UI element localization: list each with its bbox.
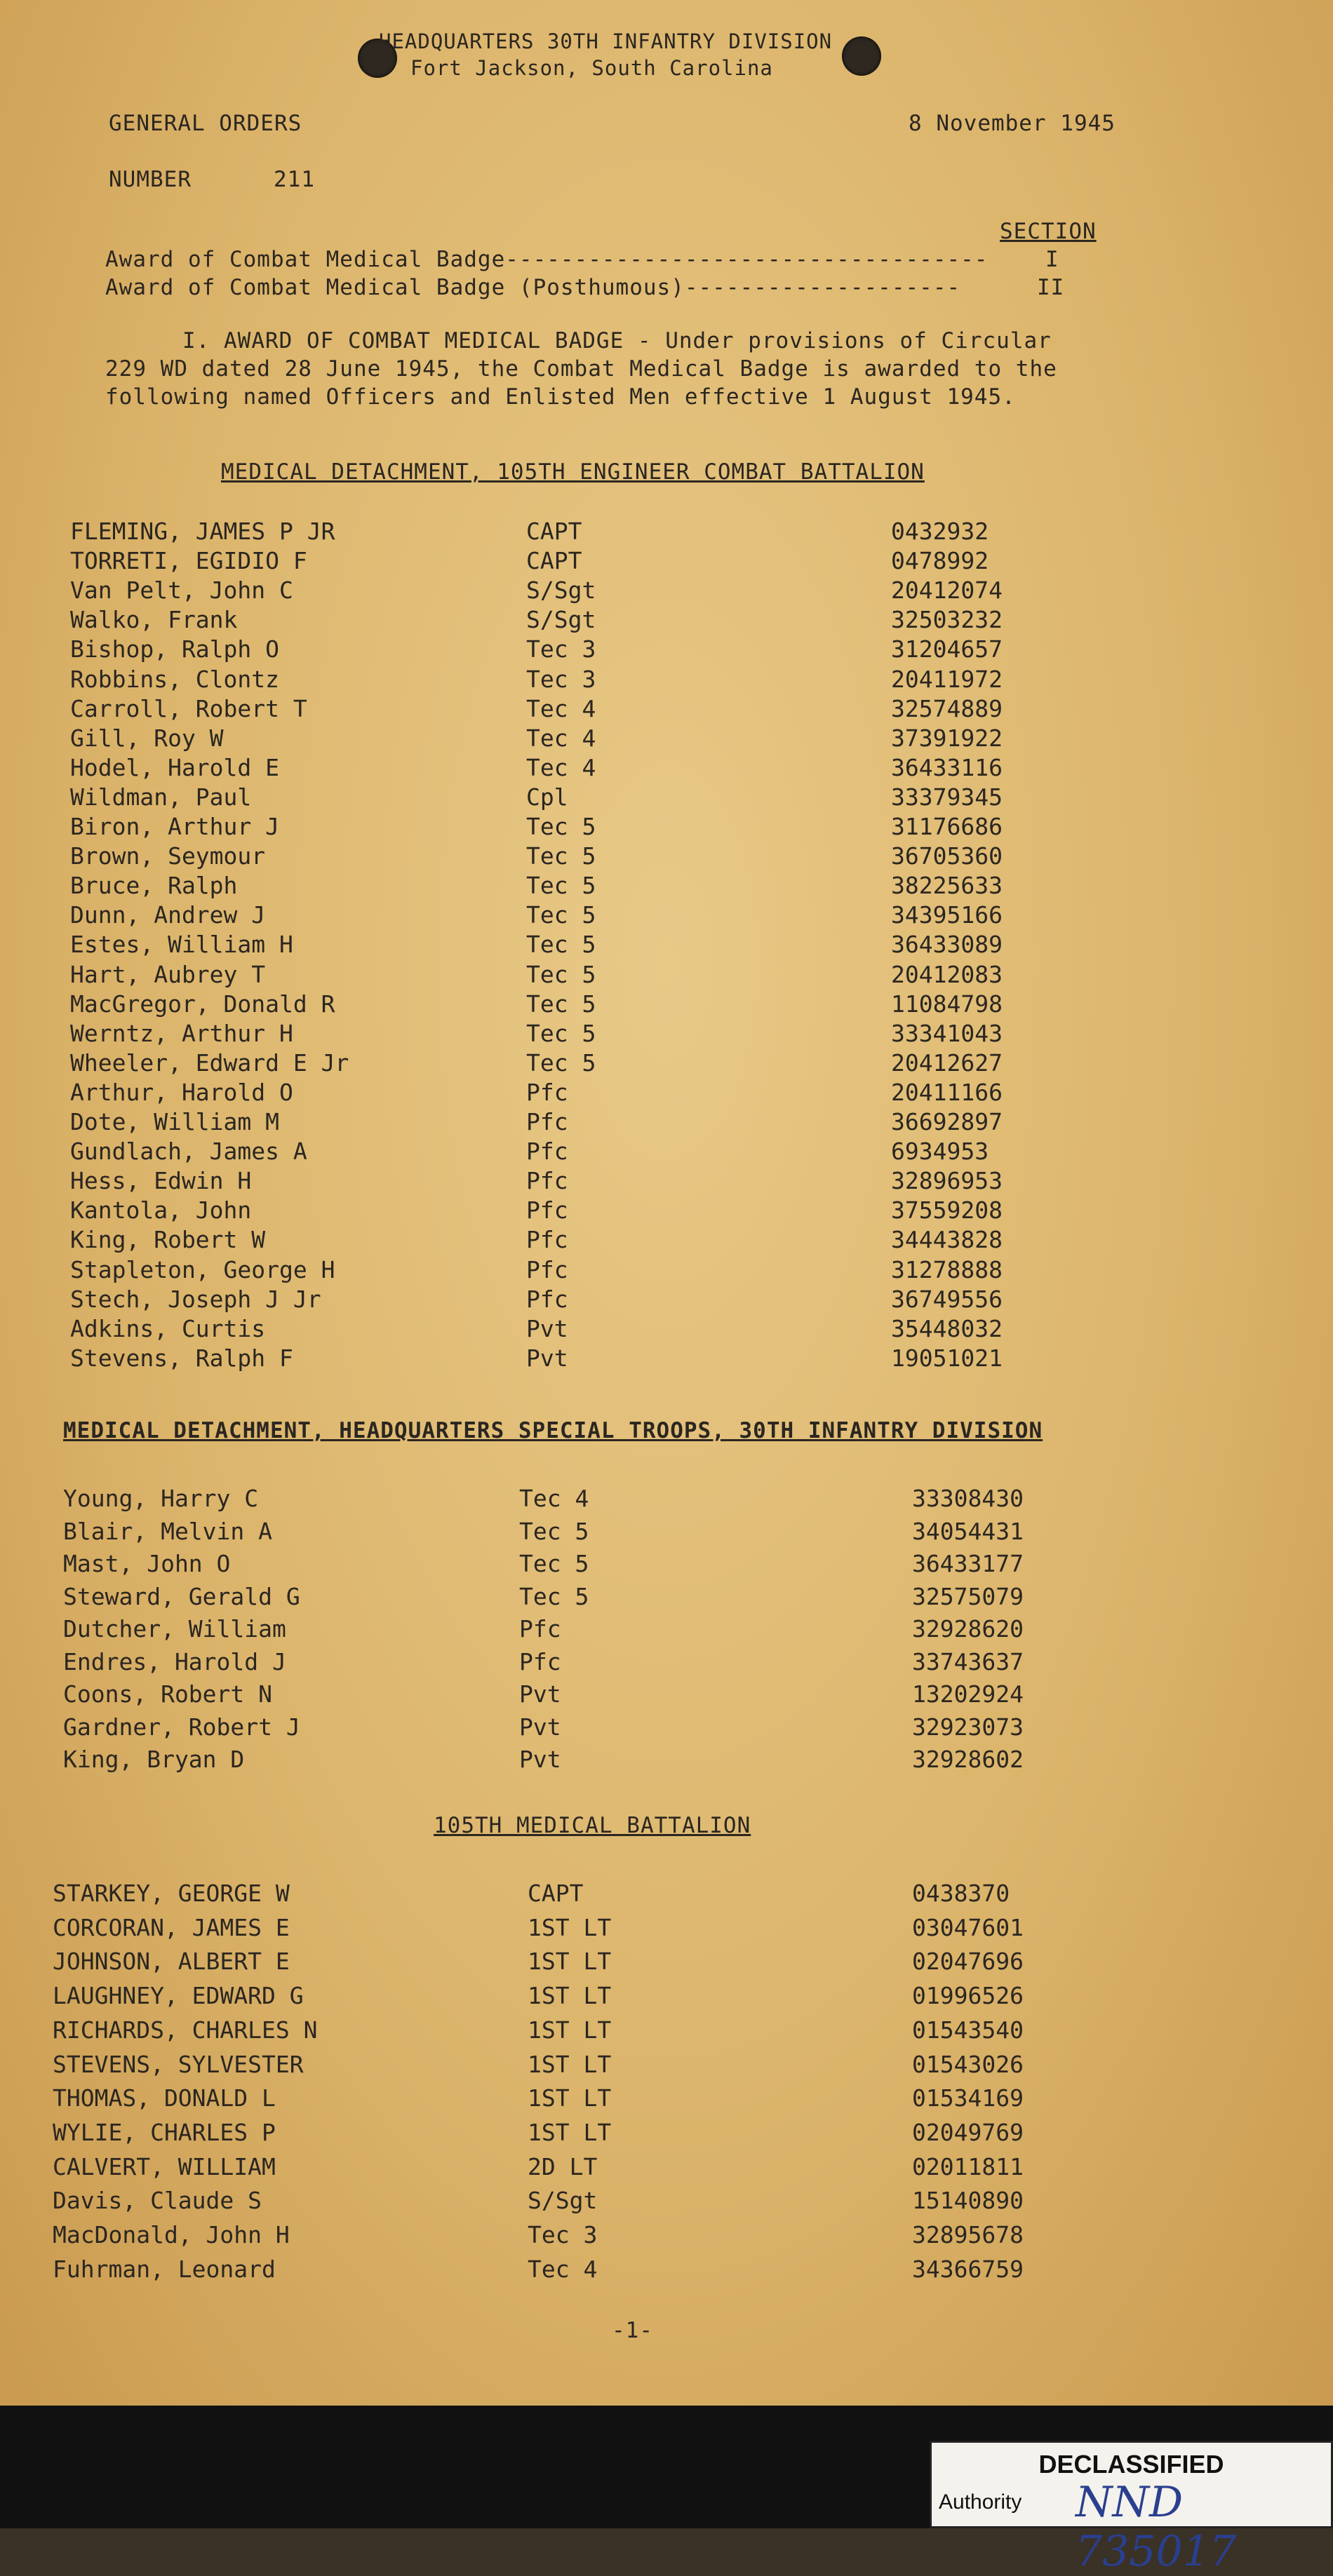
roster-row [0, 547, 1333, 576]
roster-serial-number: 15140890 [912, 2187, 1024, 2215]
roster-name: JOHNSON, ALBERT E [53, 1948, 290, 1976]
roster-serial-number: 33379345 [891, 783, 1003, 811]
roster-name: Stech, Joseph J Jr [70, 1285, 321, 1313]
stamp-authority-label: Authority [939, 2490, 1022, 2514]
roster-row [0, 1583, 1333, 1612]
roster-serial-number: 32575079 [912, 1582, 1024, 1610]
roster-serial-number: 34366759 [912, 2255, 1024, 2283]
roster-serial-number: 20412083 [891, 960, 1003, 988]
roster-serial-number: 38225633 [891, 872, 1003, 900]
roster-name: Coons, Robert N [63, 1680, 273, 1708]
roster-row [0, 518, 1333, 547]
roster-rank: Tec 5 [526, 901, 596, 929]
roster-row [0, 783, 1333, 813]
roster-serial-number: 20411166 [891, 1078, 1003, 1106]
section-item-label: Award of Combat Medical Badge----------------------------------- [105, 247, 989, 272]
roster-rank: CAPT [528, 1880, 584, 1907]
roster-name: Bishop, Ralph O [70, 635, 280, 663]
roster-rank: Pfc [526, 1226, 568, 1254]
roster-row [0, 872, 1333, 901]
roster-serial-number: 19051021 [891, 1344, 1003, 1372]
roster-name: Stevens, Ralph F [70, 1344, 293, 1372]
roster-rank: Tec 5 [526, 1048, 596, 1077]
roster-row [0, 2084, 1333, 2114]
page-number: -1- [612, 2318, 653, 2343]
roster-name: Wheeler, Edward E Jr [70, 1048, 349, 1077]
roster-rank: CAPT [526, 518, 582, 545]
roster-row [0, 813, 1333, 842]
roster-rank: Tec 5 [526, 990, 596, 1018]
roster-row [0, 1713, 1333, 1743]
roster-name: Dote, William M [70, 1108, 280, 1135]
roster-serial-number: 01996526 [912, 1982, 1024, 2010]
roster-serial-number: 02049769 [912, 2118, 1024, 2146]
roster-name: Van Pelt, John C [70, 576, 293, 605]
roster-row [0, 2221, 1333, 2251]
roster-rank: 1ST LT [528, 1982, 612, 2010]
roster-serial-number: 35448032 [891, 1314, 1003, 1342]
roster-row [0, 1256, 1333, 1286]
number-label: NUMBER [109, 167, 192, 192]
roster-row [0, 1079, 1333, 1108]
section-heading: SECTION [1000, 219, 1097, 244]
roster-name: WYLIE, CHARLES P [53, 2118, 276, 2146]
roster-row [0, 695, 1333, 724]
roster-serial-number: 37559208 [891, 1196, 1003, 1225]
roster-row [0, 2051, 1333, 2080]
roster-row [0, 2119, 1333, 2148]
roster-rank: Tec 5 [519, 1517, 589, 1545]
stamp-title: DECLASSIFIED [1038, 2450, 1224, 2479]
roster-name: Carroll, Robert T [70, 694, 307, 722]
roster-serial-number: 20412627 [891, 1048, 1003, 1077]
section-item-number: I [1045, 247, 1059, 272]
roster-serial-number: 36433116 [891, 753, 1003, 781]
roster-row [0, 961, 1333, 990]
roster-name: Werntz, Arthur H [70, 1019, 293, 1047]
roster-name: Brown, Seymour [70, 842, 266, 870]
roster-name: Young, Harry C [63, 1485, 259, 1512]
roster-serial-number: 0438370 [912, 1880, 1010, 1907]
roster-name: Hodel, Harold E [70, 753, 280, 781]
roster-serial-number: 34443828 [891, 1226, 1003, 1254]
roster-serial-number: 31278888 [891, 1255, 1003, 1283]
intro-line: following named Officers and Enlisted Men effective 1 August 1945. [105, 384, 1016, 410]
roster-row [0, 1914, 1333, 1943]
roster-rank: Tec 5 [526, 931, 596, 959]
roster-rank: 1ST LT [528, 2050, 612, 2078]
roster-serial-number: 32896953 [891, 1167, 1003, 1195]
roster-serial-number: 01543540 [912, 2016, 1024, 2044]
roster-row [0, 576, 1333, 606]
roster-row [0, 2016, 1333, 2046]
roster-name: RICHARDS, CHARLES N [53, 2016, 318, 2044]
roster-name: MacGregor, Donald R [70, 990, 335, 1018]
roster-name: Hess, Edwin H [70, 1167, 252, 1195]
roster-serial-number: 32923073 [912, 1713, 1024, 1741]
roster-name: Blair, Melvin A [63, 1517, 273, 1545]
roster-rank: Tec 4 [526, 724, 596, 752]
roster-serial-number: 32928602 [912, 1746, 1024, 1773]
roster-rank: Tec 3 [528, 2221, 598, 2248]
roster-rank: 1ST LT [528, 2084, 612, 2112]
roster-name: Kantola, John [70, 1196, 252, 1225]
roster-row [0, 1680, 1333, 1710]
roster-name: Mast, John O [63, 1550, 231, 1577]
roster-row [0, 1648, 1333, 1678]
order-date: 8 November 1945 [909, 111, 1116, 136]
roster-serial-number: 36692897 [891, 1108, 1003, 1135]
roster-serial-number: 20412074 [891, 576, 1003, 605]
roster-name: Walko, Frank [70, 606, 238, 634]
roster-rank: 1ST LT [528, 1913, 612, 1941]
roster-row [0, 842, 1333, 872]
roster-row [0, 901, 1333, 931]
roster-row [0, 1049, 1333, 1079]
intro-line: 229 WD dated 28 June 1945, the Combat Medical Badge is awarded to the [105, 356, 1057, 382]
roster-serial-number: 31176686 [891, 813, 1003, 840]
roster-serial-number: 36433089 [891, 931, 1003, 959]
roster-serial-number: 0478992 [891, 547, 989, 575]
roster-serial-number: 03047601 [912, 1913, 1024, 1941]
roster-rank: Pfc [526, 1108, 568, 1135]
unit-title: MEDICAL DETACHMENT, 105TH ENGINEER COMBAT BATTALION [221, 459, 925, 485]
roster-serial-number: 36749556 [891, 1285, 1003, 1313]
roster-rank: Pfc [526, 1255, 568, 1283]
roster-name: Davis, Claude S [53, 2187, 262, 2215]
roster-row [0, 1167, 1333, 1196]
roster-rank: Tec 5 [519, 1550, 589, 1577]
unit-title: MEDICAL DETACHMENT, HEADQUARTERS SPECIAL TROOPS, 30TH INFANTRY DIVISION [63, 1418, 1043, 1443]
roster-row [0, 1226, 1333, 1255]
roster-rank: Pvt [519, 1746, 561, 1773]
roster-row [0, 1344, 1333, 1374]
roster-row [0, 1615, 1333, 1645]
roster-row [0, 2255, 1333, 2285]
roster-row [0, 990, 1333, 1020]
roster-rank: Tec 5 [526, 960, 596, 988]
roster-name: Wildman, Paul [70, 783, 252, 811]
roster-serial-number: 01543026 [912, 2050, 1024, 2078]
roster-row [0, 2187, 1333, 2216]
roster-rank: Pvt [526, 1344, 568, 1372]
roster-rank: Tec 5 [526, 1019, 596, 1047]
roster-name: Bruce, Ralph [70, 872, 238, 900]
roster-rank: Cpl [526, 783, 568, 811]
roster-name: Steward, Gerald G [63, 1582, 300, 1610]
roster-name: Fuhrman, Leonard [53, 2255, 276, 2283]
roster-serial-number: 32928620 [912, 1615, 1024, 1643]
roster-row [0, 1138, 1333, 1167]
roster-row [0, 606, 1333, 635]
roster-name: MacDonald, John H [53, 2221, 290, 2248]
roster-name: THOMAS, DONALD L [53, 2084, 276, 2112]
roster-name: Biron, Arthur J [70, 813, 280, 840]
roster-rank: Tec 4 [526, 694, 596, 722]
roster-serial-number: 33743637 [912, 1647, 1024, 1675]
order-number: 211 [274, 167, 315, 192]
roster-rank: Pfc [526, 1138, 568, 1166]
general-orders-label: GENERAL ORDERS [109, 111, 302, 136]
roster-name: CALVERT, WILLIAM [53, 2152, 276, 2180]
roster-rank: CAPT [526, 547, 582, 575]
header-line1: HEADQUARTERS 30TH INFANTRY DIVISION [379, 29, 833, 53]
roster-serial-number: 0432932 [891, 518, 989, 545]
roster-name: LAUGHNEY, EDWARD G [53, 1982, 304, 2010]
roster-row [0, 724, 1333, 754]
roster-name: STEVENS, SYLVESTER [53, 2050, 304, 2078]
roster-name: Robbins, Clontz [70, 665, 280, 693]
roster-row [0, 1518, 1333, 1547]
stamp-authority-value: NND 735017 [1076, 2478, 1237, 2576]
roster-rank: S/Sgt [526, 576, 596, 605]
roster-rank: Tec 5 [519, 1582, 589, 1610]
roster-serial-number: 33341043 [891, 1019, 1003, 1047]
roster-rank: 1ST LT [528, 2016, 612, 2044]
roster-name: Gill, Roy W [70, 724, 224, 752]
roster-rank: 2D LT [528, 2152, 598, 2180]
roster-serial-number: 34395166 [891, 901, 1003, 929]
roster-rank: S/Sgt [528, 2187, 598, 2215]
roster-serial-number: 32503232 [891, 606, 1003, 634]
roster-serial-number: 31204657 [891, 635, 1003, 663]
roster-name: Dutcher, William [63, 1615, 286, 1643]
roster-serial-number: 02047696 [912, 1948, 1024, 1976]
section-item-number: II [1037, 275, 1065, 300]
roster-row [0, 1108, 1333, 1138]
roster-rank: Tec 3 [526, 665, 596, 693]
roster-row [0, 1550, 1333, 1579]
roster-row [0, 931, 1333, 960]
roster-name: Gardner, Robert J [63, 1713, 300, 1741]
roster-row [0, 1315, 1333, 1344]
roster-rank: Pvt [519, 1713, 561, 1741]
unit-title: 105TH MEDICAL BATTALION [434, 1813, 751, 1838]
roster-serial-number: 36433177 [912, 1550, 1024, 1577]
roster-row [0, 1880, 1333, 1909]
roster-name: Endres, Harold J [63, 1647, 286, 1675]
roster-row [0, 1196, 1333, 1226]
roster-name: Adkins, Curtis [70, 1314, 266, 1342]
roster-row [0, 1485, 1333, 1514]
roster-name: CORCORAN, JAMES E [53, 1913, 290, 1941]
roster-rank: Pfc [526, 1285, 568, 1313]
roster-name: Dunn, Andrew J [70, 901, 266, 929]
roster-rank: Tec 4 [528, 2255, 598, 2283]
roster-rank: Tec 5 [526, 813, 596, 840]
roster-serial-number: 02011811 [912, 2152, 1024, 2180]
roster-rank: Tec 4 [526, 753, 596, 781]
roster-row [0, 1020, 1333, 1049]
roster-rank: 1ST LT [528, 1948, 612, 1976]
roster-row [0, 1746, 1333, 1775]
roster-rank: Tec 3 [526, 635, 596, 663]
roster-row [0, 1982, 1333, 2011]
roster-serial-number: 34054431 [912, 1517, 1024, 1545]
roster-serial-number: 01534169 [912, 2084, 1024, 2112]
roster-rank: Pfc [519, 1615, 561, 1643]
punch-hole [842, 36, 881, 76]
roster-rank: 1ST LT [528, 2118, 612, 2146]
roster-row [0, 635, 1333, 665]
roster-serial-number: 11084798 [891, 990, 1003, 1018]
roster-row [0, 754, 1333, 783]
roster-name: King, Bryan D [63, 1746, 245, 1773]
roster-rank: Pfc [526, 1078, 568, 1106]
roster-serial-number: 37391922 [891, 724, 1003, 752]
roster-row [0, 2153, 1333, 2183]
roster-serial-number: 32574889 [891, 694, 1003, 722]
roster-rank: Pfc [526, 1167, 568, 1195]
roster-name: Estes, William H [70, 931, 293, 959]
roster-rank: Pfc [526, 1196, 568, 1225]
header-line2: Fort Jackson, South Carolina [410, 56, 773, 80]
roster-serial-number: 13202924 [912, 1680, 1024, 1708]
roster-name: STARKEY, GEORGE W [53, 1880, 290, 1907]
roster-serial-number: 20411972 [891, 665, 1003, 693]
roster-name: Gundlach, James A [70, 1138, 307, 1166]
roster-rank: Pvt [526, 1314, 568, 1342]
roster-serial-number: 6934953 [891, 1138, 989, 1166]
roster-rank: S/Sgt [526, 606, 596, 634]
roster-rank: Tec 5 [526, 872, 596, 900]
roster-serial-number: 33308430 [912, 1485, 1024, 1512]
roster-serial-number: 36705360 [891, 842, 1003, 870]
roster-rank: Pfc [519, 1647, 561, 1675]
roster-rank: Tec 4 [519, 1485, 589, 1512]
roster-name: FLEMING, JAMES P JR [70, 518, 335, 545]
roster-name: TORRETI, EGIDIO F [70, 547, 307, 575]
declassified-stamp [930, 2441, 1333, 2576]
roster-rank: Pvt [519, 1680, 561, 1708]
roster-serial-number: 32895678 [912, 2221, 1024, 2248]
roster-row [0, 1948, 1333, 1977]
roster-rank: Tec 5 [526, 842, 596, 870]
roster-row [0, 666, 1333, 695]
roster-name: Stapleton, George H [70, 1255, 335, 1283]
roster-name: Hart, Aubrey T [70, 960, 266, 988]
roster-row [0, 1286, 1333, 1315]
roster-name: Arthur, Harold O [70, 1078, 293, 1106]
roster-name: King, Robert W [70, 1226, 266, 1254]
intro-line: I. AWARD OF COMBAT MEDICAL BADGE - Under provisions of Circular [182, 328, 1052, 353]
section-item-label: Award of Combat Medical Badge (Posthumous)-------------------- [105, 275, 961, 300]
